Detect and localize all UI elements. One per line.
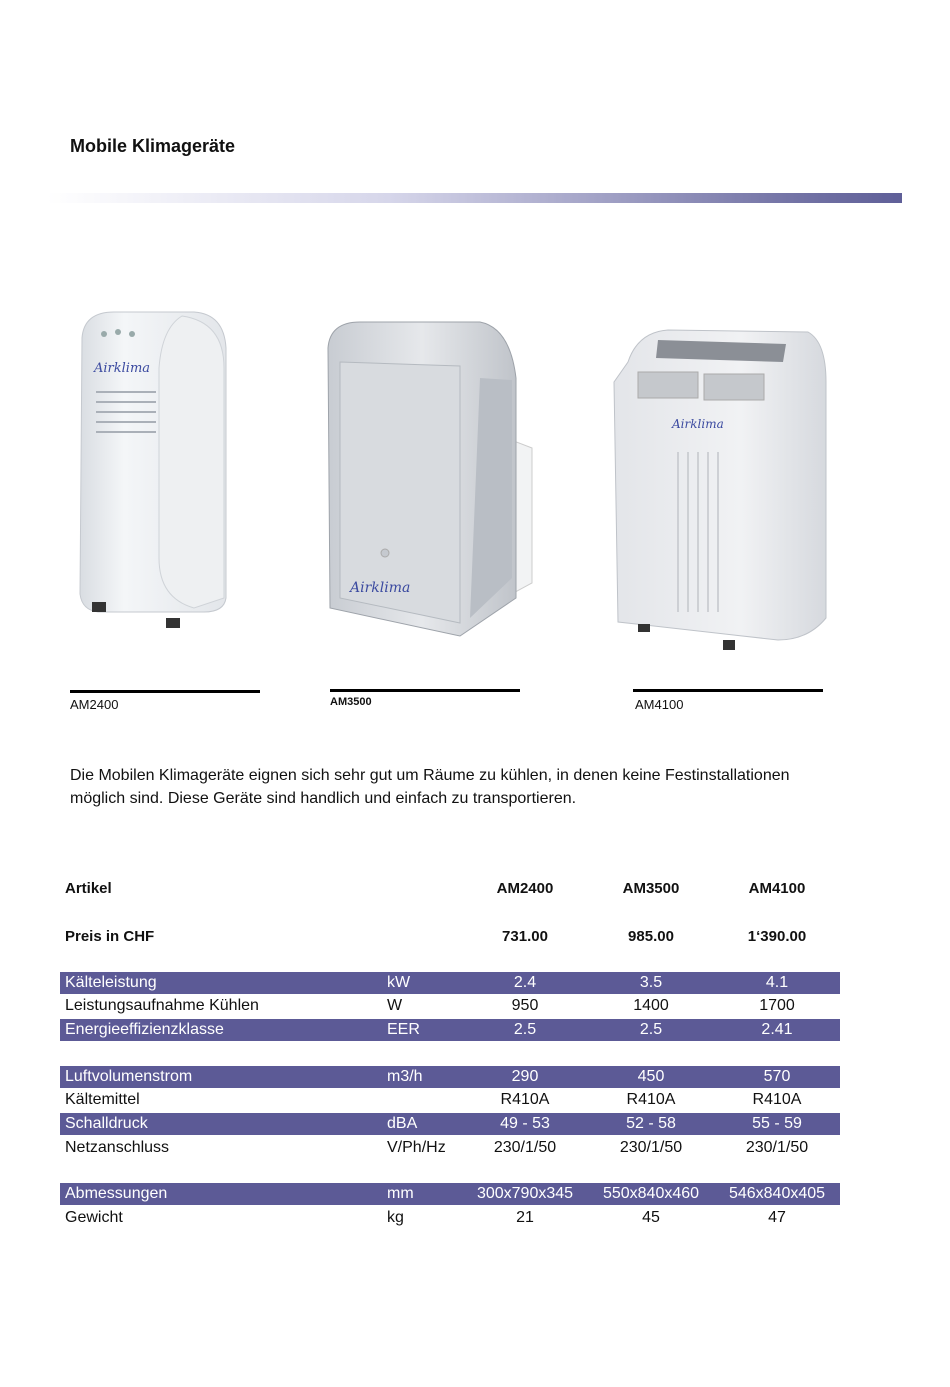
spec-value: 21 bbox=[516, 1209, 534, 1226]
spec-value: R410A bbox=[626, 1091, 676, 1108]
spec-row bbox=[60, 1089, 840, 1111]
spec-value: 230/1/50 bbox=[745, 1139, 809, 1156]
spec-value: 49 - 53 bbox=[500, 1115, 550, 1132]
spec-label: Netzanschluss bbox=[65, 1139, 170, 1156]
spec-value: 546x840x405 bbox=[728, 1185, 826, 1202]
spec-label: Luftvolumenstrom bbox=[65, 1068, 193, 1085]
price-value: 731.00 bbox=[502, 928, 548, 945]
page-title: Mobile Klimageräte bbox=[70, 136, 236, 156]
spec-label: Energieeffizienzklasse bbox=[65, 1021, 224, 1038]
spec-unit: EER bbox=[387, 1021, 420, 1038]
table-header-model: AM4100 bbox=[748, 880, 806, 897]
spec-row bbox=[60, 1183, 840, 1205]
spec-value: 45 bbox=[642, 1209, 660, 1226]
model-label: AM3500 bbox=[330, 696, 372, 708]
spec-row bbox=[60, 1019, 840, 1041]
spec-value: 2.5 bbox=[639, 1021, 663, 1038]
spec-value: 300x790x345 bbox=[476, 1185, 574, 1202]
spec-unit: kg bbox=[387, 1209, 404, 1226]
spec-unit: mm bbox=[387, 1185, 414, 1202]
title-divider bbox=[47, 193, 902, 203]
spec-row bbox=[60, 1137, 840, 1159]
svg-text:Airklima: Airklima bbox=[672, 417, 724, 431]
product-image-am2400 bbox=[74, 308, 234, 630]
model-underline bbox=[330, 689, 520, 692]
product-image-am3500 bbox=[320, 318, 545, 638]
spec-label: Abmessungen bbox=[65, 1185, 168, 1202]
svg-text:Airklima: Airklima bbox=[94, 361, 151, 376]
spec-row bbox=[60, 995, 840, 1017]
spec-value: 2.4 bbox=[513, 974, 537, 991]
price-value: 1‘390.00 bbox=[747, 928, 807, 945]
svg-text:Airklima: Airklima bbox=[350, 580, 411, 596]
spec-value: 230/1/50 bbox=[493, 1139, 557, 1156]
spec-value: 230/1/50 bbox=[619, 1139, 683, 1156]
spec-row bbox=[60, 1066, 840, 1088]
spec-value: 290 bbox=[511, 1068, 539, 1085]
spec-value: 4.1 bbox=[765, 974, 789, 991]
spec-row bbox=[60, 1113, 840, 1135]
spec-row bbox=[60, 1207, 840, 1229]
spec-value: 52 - 58 bbox=[626, 1115, 676, 1132]
spec-unit: kW bbox=[387, 974, 411, 991]
spec-value: 47 bbox=[768, 1209, 786, 1226]
spec-label: Schalldruck bbox=[65, 1115, 148, 1132]
spec-unit: m3/h bbox=[387, 1068, 423, 1085]
product-description: Die Mobilen Klimageräte eignen sich sehr gut um Räume zu kühlen, in denen keine Festinstallationen möglich sind. Diese Geräte sind handlich und einfach zu transportieren. bbox=[70, 767, 790, 807]
spec-value: 3.5 bbox=[639, 974, 663, 991]
spec-value: 2.41 bbox=[761, 1021, 793, 1038]
model-label: AM2400 bbox=[70, 697, 119, 712]
price-label: Preis in CHF bbox=[65, 928, 155, 945]
price-value: 985.00 bbox=[628, 928, 674, 945]
spec-label: Kältemittel bbox=[65, 1091, 140, 1108]
spec-value: 1400 bbox=[633, 997, 669, 1014]
spec-label: Leistungsaufnahme Kühlen bbox=[65, 997, 259, 1014]
spec-value: 570 bbox=[763, 1068, 791, 1085]
model-underline bbox=[633, 689, 823, 692]
model-underline bbox=[70, 690, 260, 693]
spec-unit: W bbox=[387, 997, 403, 1014]
spec-label: Kälteleistung bbox=[65, 974, 157, 991]
product-image-am4100 bbox=[608, 322, 830, 652]
table-header-model: AM3500 bbox=[622, 880, 680, 897]
spec-value: 550x840x460 bbox=[602, 1185, 700, 1202]
spec-value: 2.5 bbox=[513, 1021, 537, 1038]
table-header-model: AM2400 bbox=[496, 880, 554, 897]
spec-value: R410A bbox=[752, 1091, 802, 1108]
spec-unit: V/Ph/Hz bbox=[387, 1139, 446, 1156]
spec-value: R410A bbox=[500, 1091, 550, 1108]
spec-value: 950 bbox=[511, 997, 539, 1014]
spec-label: Gewicht bbox=[65, 1209, 123, 1226]
model-label: AM4100 bbox=[635, 697, 684, 712]
spec-unit: dBA bbox=[387, 1115, 418, 1132]
spec-value: 450 bbox=[637, 1068, 665, 1085]
spec-row bbox=[60, 972, 840, 994]
spec-value: 1700 bbox=[759, 997, 795, 1014]
table-header-label: Artikel bbox=[65, 880, 112, 897]
spec-value: 55 - 59 bbox=[752, 1115, 802, 1132]
